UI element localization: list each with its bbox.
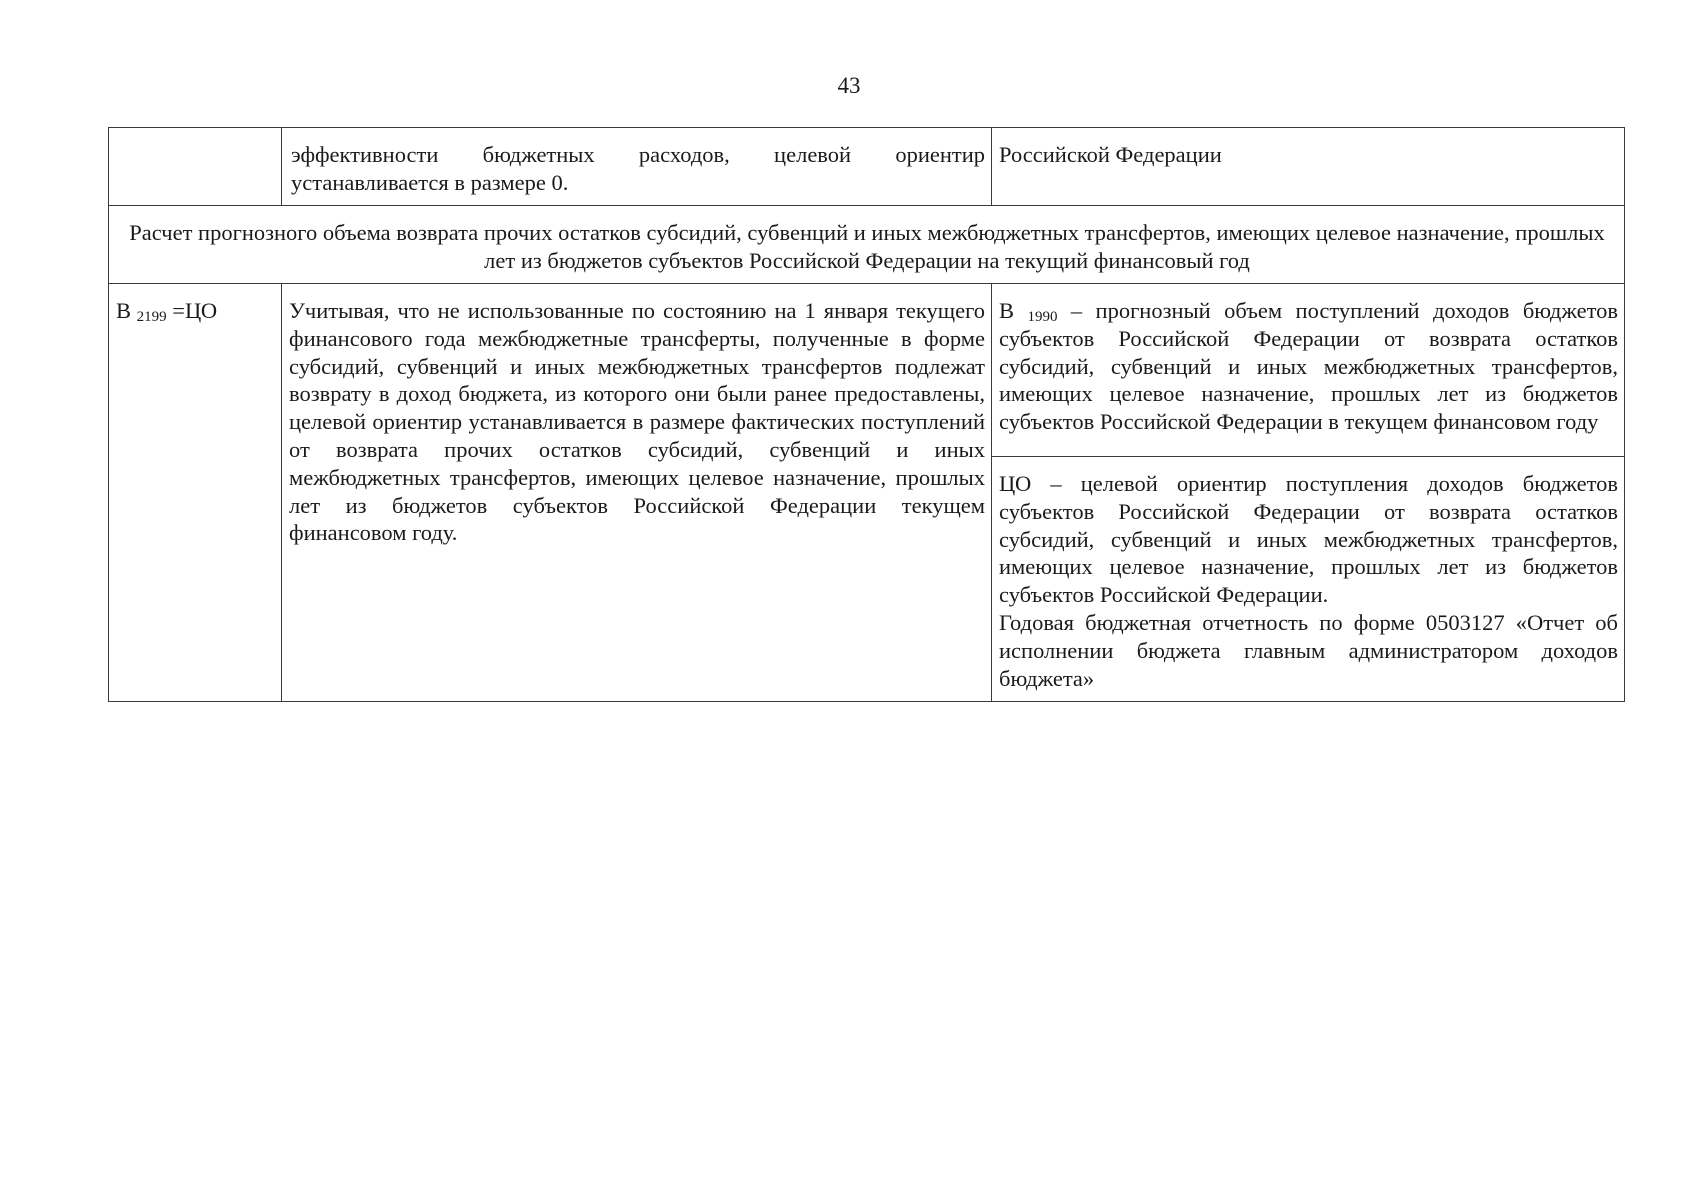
formula-cell xyxy=(109,284,282,702)
definition-cell xyxy=(992,457,1625,702)
formula xyxy=(116,298,217,323)
section-title: Расчет прогнозного объема возврата прочих остатков субсидий, субвенций и иных межбюджетных трансфертов, имеющих целевое назначение, прошлых лет из бюджетов субъектов Российской Федерации на текущий финансовый год xyxy=(129,220,1605,273)
method-cell xyxy=(282,128,992,206)
definition-prefix: В xyxy=(999,298,1015,323)
formula-cell-empty xyxy=(109,128,282,206)
source-cell xyxy=(992,128,1625,206)
formula-prefix: В xyxy=(116,298,132,323)
report-source-text: Годовая бюджетная отчетность по форме 0503127 «Отчет об исполнении бюджета главным администратором доходов бюджета» xyxy=(999,609,1619,691)
definition-text xyxy=(999,298,1618,434)
page-number: 43 xyxy=(837,73,861,98)
section-title-cell xyxy=(109,206,1625,284)
table-row xyxy=(109,128,1625,206)
source-text: Российской Федерации xyxy=(999,142,1222,167)
methodology-table xyxy=(108,127,1625,702)
formula-subscript: 2199 xyxy=(136,309,167,325)
formula-suffix: =ЦО xyxy=(172,298,218,323)
definition-cell xyxy=(992,284,1625,457)
definition-body: – прогнозный объем поступлений доходов бюджетов субъектов Российской Федерации от возврата остатков субсидий, субвенций и иных межбюджетных трансфертов, имеющих целевое назначение, прошлых лет из бюджетов субъектов Российской Федерации в текущем финансовом году xyxy=(999,298,1619,435)
method-cell xyxy=(282,284,992,702)
definition-subscript: 1990 xyxy=(1027,309,1058,325)
definition-text: ЦО – целевой ориентир поступления доходов бюджетов субъектов Российской Федерации от возврата остатков субсидий, субвенций и иных межбюджетных трансфертов, имеющих целевое назначение, прошлых лет из бюджетов субъектов Российской Федерации. xyxy=(999,471,1619,608)
table-row-section xyxy=(109,206,1625,284)
method-text: эффективности бюджетных расходов, целевой ориентир устанавливается в размере 0. xyxy=(291,142,986,195)
method-text: Учитывая, что не использованные по состоянию на 1 января текущего финансового года межбюджетные трансферты, полученные в форме субсидий, субвенций и иных межбюджетных трансфертов подлежат возврату в доход бюджета, из которого они были ранее предоставлены, целевой ориентир устанавливается в размере фактических поступлений от возврата прочих остатков субсидий, субвенций и иных межбюджетных трансфертов, имеющих целевое назначение, прошлых лет из бюджетов субъектов Российской Федерации текущем финансовом году. xyxy=(289,298,986,546)
table-row xyxy=(109,284,1625,457)
